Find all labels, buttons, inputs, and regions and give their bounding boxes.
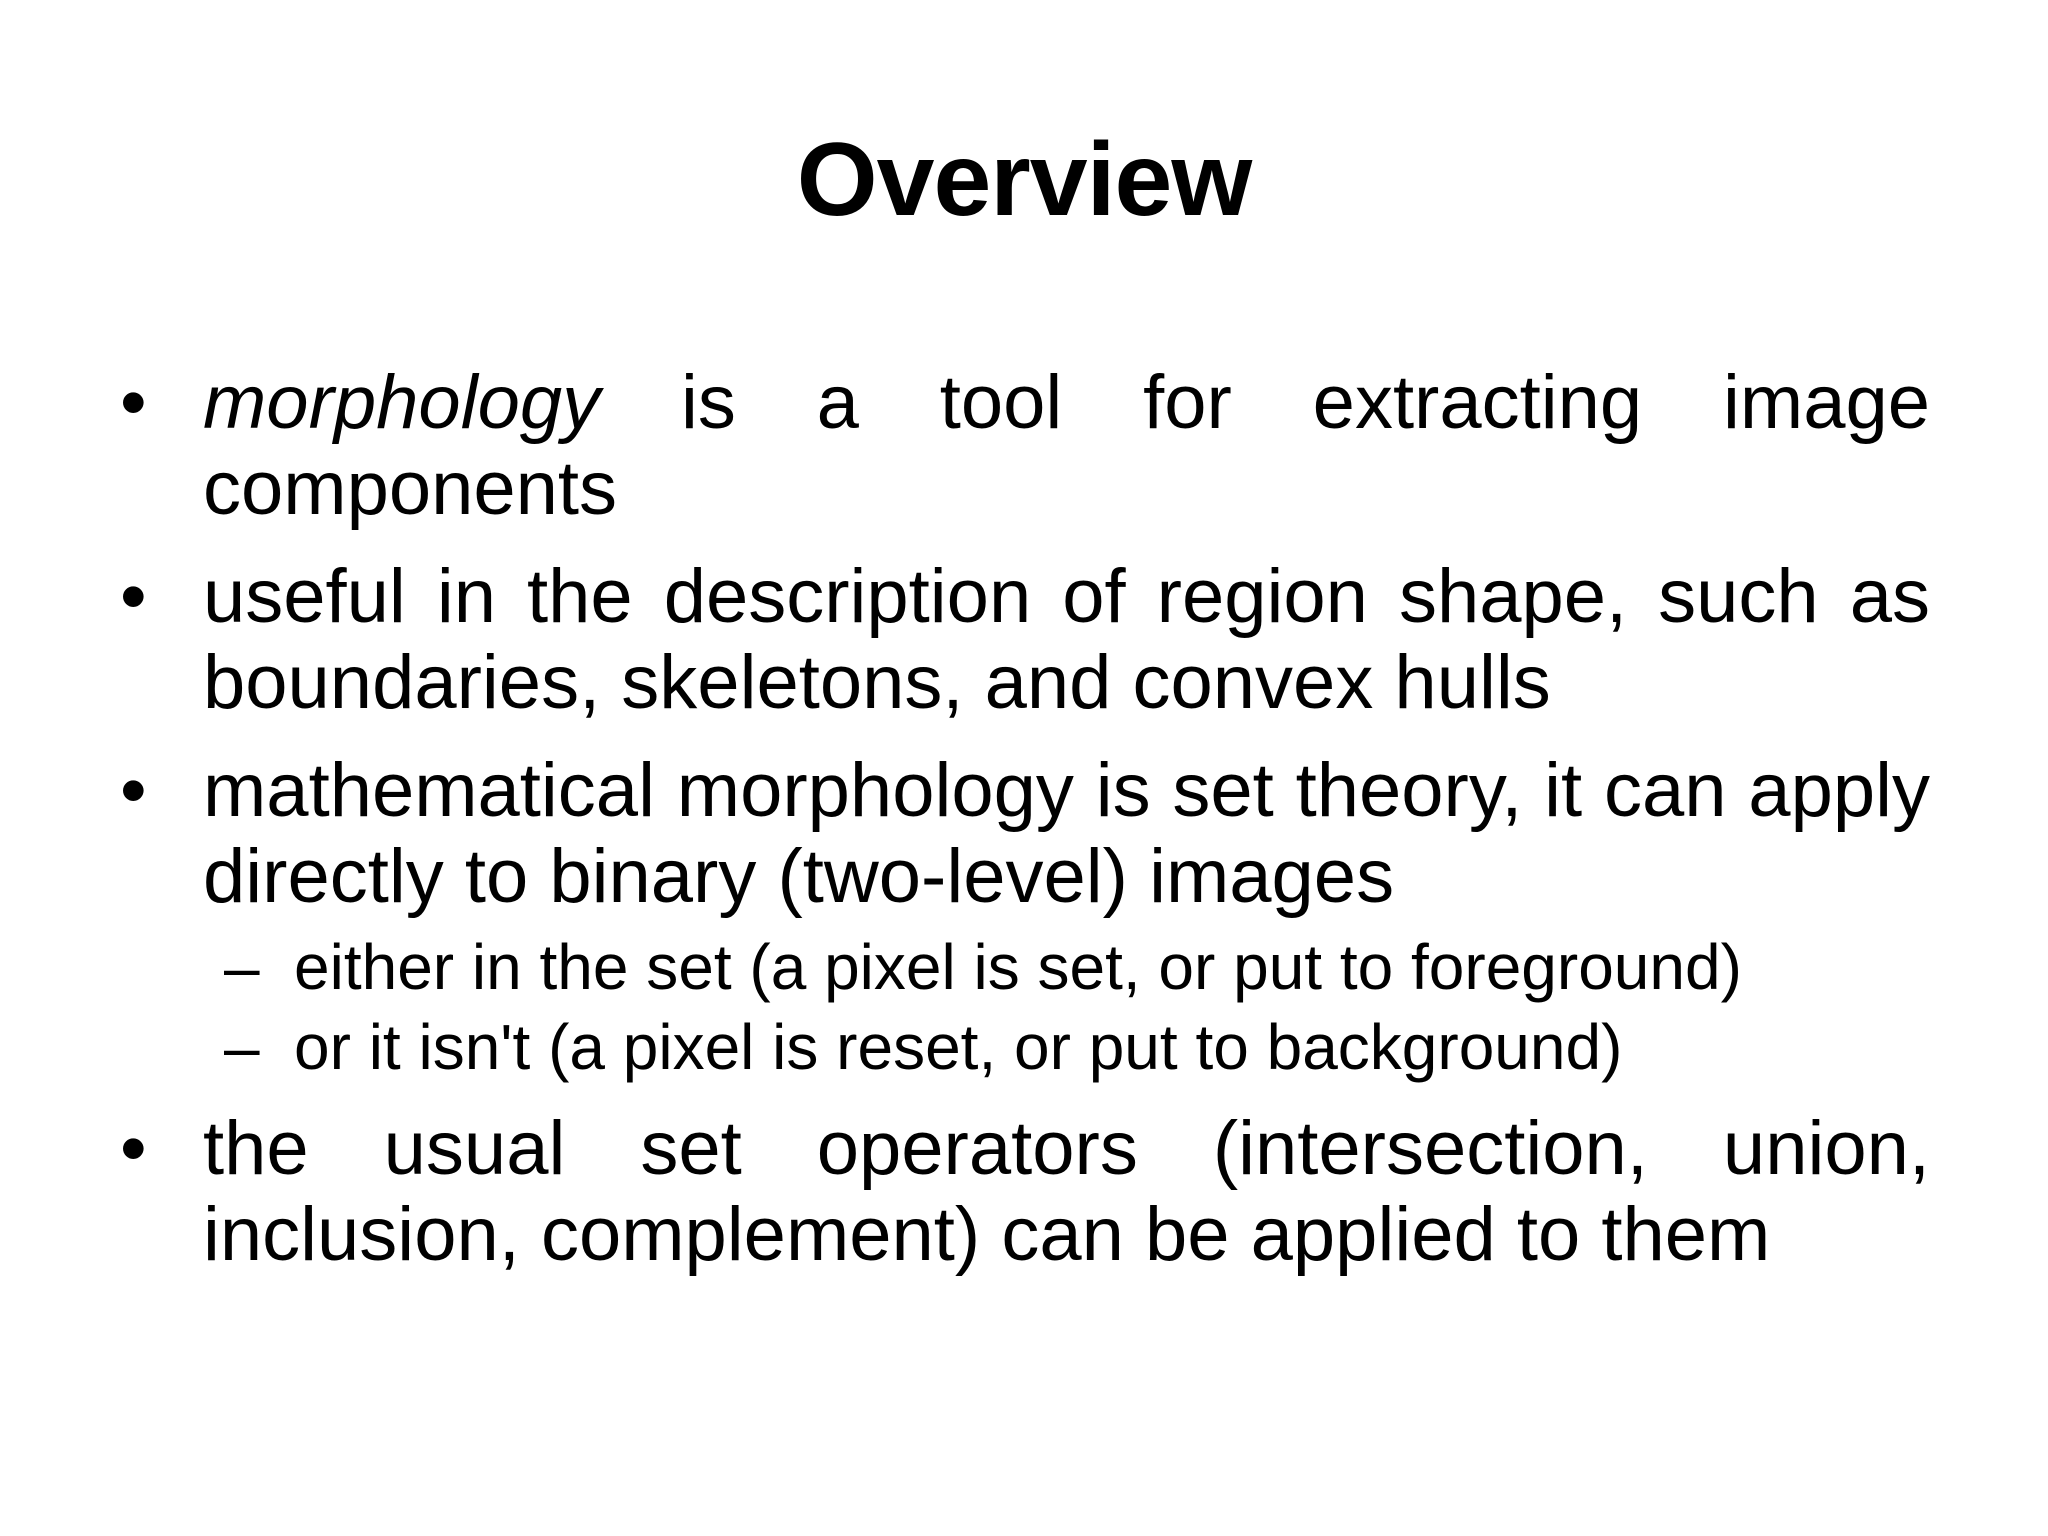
sub-bullet-item-2 — [120, 1012, 1930, 1082]
bullet-text: the usual set operators (intersection, union, inclusion, complement) can be applied to them — [203, 1106, 1930, 1277]
sub-bullet-list — [120, 932, 1930, 1082]
sub-bullet-text: either in the set (a pixel is set, or put to foreground) — [294, 931, 1742, 1003]
sub-bullet-text: or it isn't (a pixel is reset, or put to background) — [294, 1011, 1623, 1083]
sub-bullet-item-1 — [120, 932, 1930, 1002]
bullet-item-3 — [120, 748, 1930, 920]
bullet-list — [120, 360, 1930, 1278]
bullet-item-4 — [120, 1106, 1930, 1278]
bullet-text: is a tool for extracting image components — [203, 360, 1930, 531]
bullet-item-2 — [120, 554, 1930, 726]
sub-bullet-marker: – — [224, 931, 260, 1003]
bullet-marker: • — [120, 1106, 147, 1191]
bullet-marker: • — [120, 360, 147, 445]
bullet-item-1 — [120, 360, 1930, 532]
slide-title: Overview — [796, 122, 1252, 238]
bullet-text: useful in the description of region shape, such as boundaries, skeletons, and convex hulls — [203, 554, 1930, 725]
bullet-text: mathematical morphology is set theory, it can apply directly to binary (two-level) images — [203, 748, 1930, 919]
emphasis-term: morphology — [203, 360, 601, 445]
bullet-marker: • — [120, 554, 147, 639]
sub-bullet-marker: – — [224, 1011, 260, 1083]
bullet-marker: • — [120, 748, 147, 833]
